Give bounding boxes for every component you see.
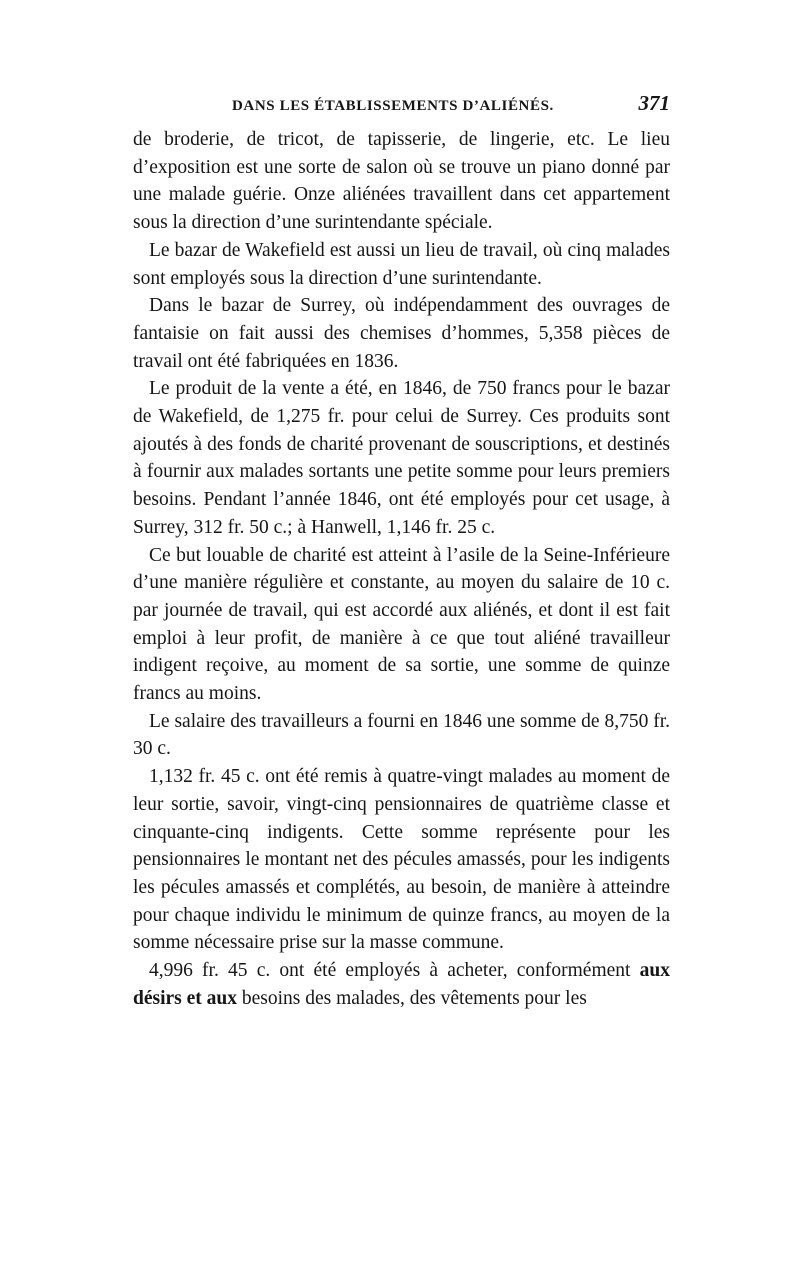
paragraph-7: 1,132 fr. 45 c. ont été remis à quatre-vingt malades au moment de leur sortie, savoir, vingt-cinq pensionnaires de quatrième classe et cinquante-cinq indigents. Cette somme représente pour les pensionnaires le montant net des pécules amassés, pour les indigents les pécules amassés et complétés, au besoin, de manière à atteindre pour chaque individu le minimum de quinze francs, au moyen de la somme nécessaire prise sur la masse commune.	[133, 766, 670, 954]
paragraph-5: Ce but louable de charité est atteint à l’asile de la Seine-Inférieure d’une manière régulière et constante, au moyen du salaire de 10 c. par journée de travail, qui est accordé aux aliénés, et dont il est fait emploi à leur profit, de manière à ce que tout aliéné travailleur indigent reçoive, au moment de sa sortie, une somme de quinze francs au moins.	[133, 544, 670, 705]
paragraph-1: de broderie, de tricot, de tapisserie, de lingerie, etc. Le lieu d’exposition est une sorte de salon où se trouve un piano donné par une malade guérie. Onze aliénées travaillent dans cet appartement sous la direction d’une surintendante spéciale.	[133, 129, 670, 234]
paragraph-8	[133, 957, 670, 1012]
paragraph-8-tail: besoins des malades, des vêtements pour les	[237, 987, 587, 1009]
paragraph-4: Le produit de la vente a été, en 1846, de 750 francs pour le bazar de Wakefield, de 1,275 fr. pour celui de Surrey. Ces produits sont ajoutés à des fonds de charité provenant de souscriptions, et destinés à fournir aux malades sortants une petite somme pour leurs premiers besoins. Pendant l’année 1846, ont été employés pour cet usage, à Surrey, 312 fr. 50 c.; à Hanwell, 1,146 fr. 25 c.	[133, 378, 670, 538]
paragraph-8-bold-fragment: aux désirs et aux	[133, 960, 670, 1009]
running-head	[133, 91, 670, 117]
paragraph-6: Le salaire des travailleurs a fourni en 1846 une somme de 8,750 fr. 30 c.	[133, 710, 670, 760]
main-text-block	[133, 126, 670, 1013]
running-title: DANS LES ÉTABLISSEMENTS D’ALIÉNÉS.	[232, 98, 554, 114]
page-number: 371	[638, 91, 670, 115]
paragraph-8-lead: 4,996 fr. 45 c. ont été employés à acheter, conformément	[149, 960, 631, 982]
paragraph-3: Dans le bazar de Surrey, où indépendamment des ouvrages de fantaisie on fait aussi des chemises d’hommes, 5,358 pièces de travail ont été fabriquées en 1836.	[133, 295, 670, 372]
paragraph-2: Le bazar de Wakefield est aussi un lieu de travail, où cinq malades sont employés sous la direction d’une surintendante.	[133, 239, 670, 289]
